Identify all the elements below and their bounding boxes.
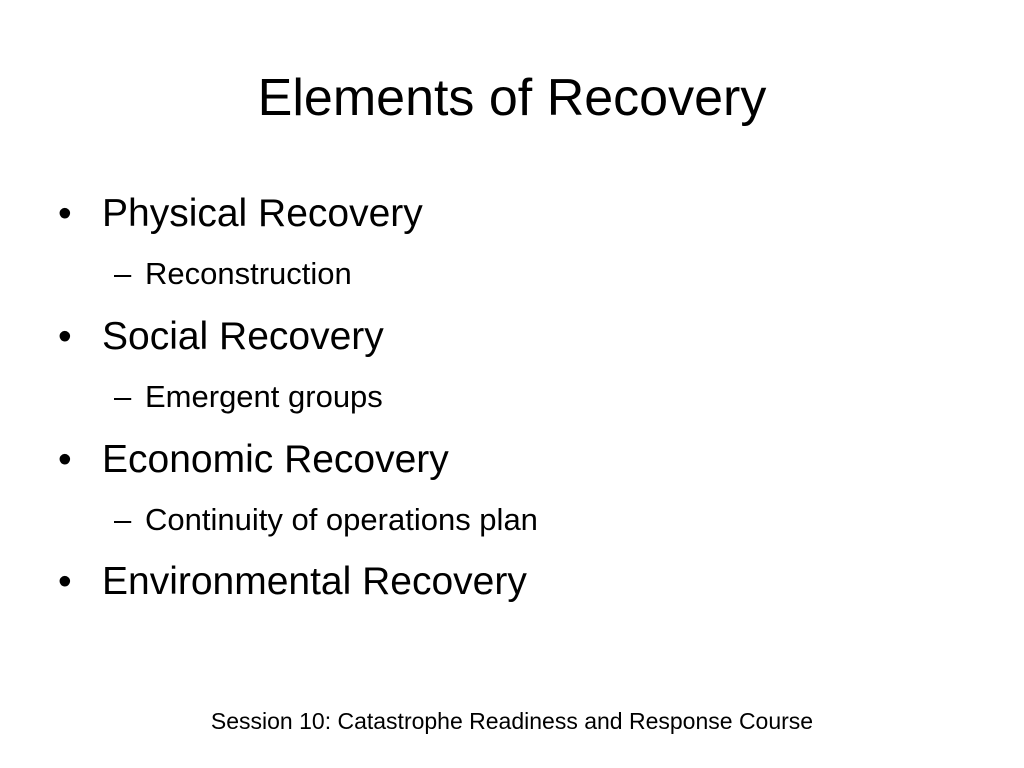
- bullet-mark: •: [58, 438, 72, 481]
- bullet-economic-recovery: [58, 436, 449, 484]
- bullet-label: Economic Recovery: [102, 438, 449, 481]
- bullet-social-recovery: [58, 313, 384, 361]
- sub-bullet-mark: –: [114, 502, 132, 537]
- bullet-mark: •: [58, 315, 72, 358]
- bullet-label: Environmental Recovery: [102, 560, 527, 603]
- bullet-label: Physical Recovery: [102, 192, 423, 235]
- bullet-mark: •: [58, 560, 72, 603]
- bullet-mark: •: [58, 192, 72, 235]
- slide-footer: Session 10: Catastrophe Readiness and Response Course: [210, 708, 814, 734]
- slide-title: Elements of Recovery: [257, 69, 767, 127]
- sub-bullet-reconstruction: [114, 254, 352, 294]
- bullet-physical-recovery: [58, 190, 423, 238]
- bullet-environmental-recovery: [58, 558, 527, 606]
- sub-bullet-continuity-of-operations: [114, 500, 538, 540]
- sub-bullet-label: Reconstruction: [145, 256, 352, 291]
- bullet-label: Social Recovery: [102, 315, 384, 358]
- sub-bullet-label: Emergent groups: [145, 379, 383, 414]
- sub-bullet-mark: –: [114, 379, 132, 414]
- sub-bullet-mark: –: [114, 256, 132, 291]
- sub-bullet-emergent-groups: [114, 377, 383, 417]
- sub-bullet-label: Continuity of operations plan: [145, 502, 538, 537]
